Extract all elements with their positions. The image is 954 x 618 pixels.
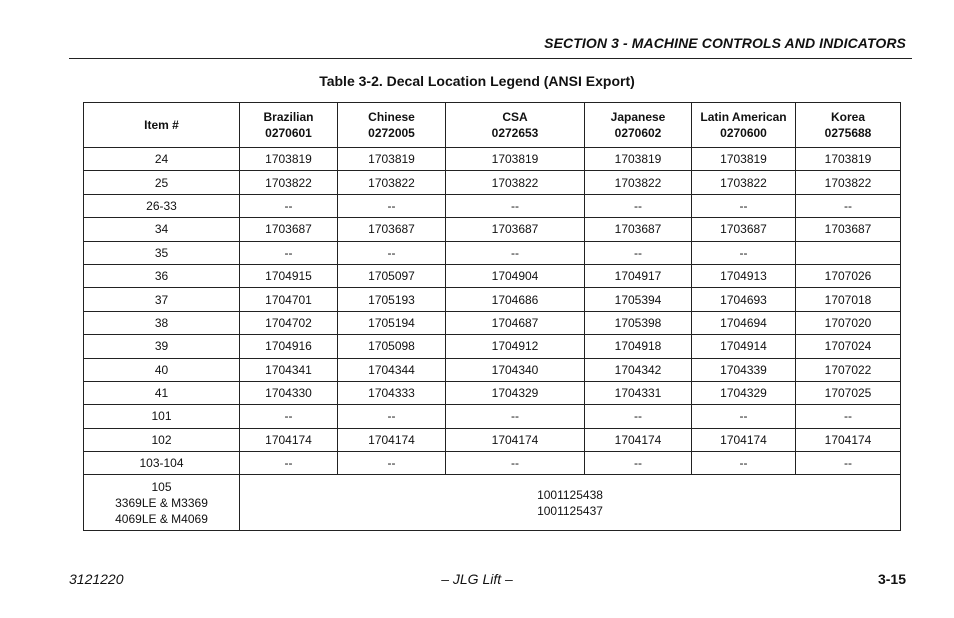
table-cell-merged-values: 1001125438 1001125437 bbox=[240, 475, 901, 531]
table-cell-latin-american: 1704694 bbox=[692, 311, 796, 334]
table-cell-chinese: 1703819 bbox=[338, 148, 446, 171]
table-cell-japanese: 1703819 bbox=[585, 148, 692, 171]
table-cell-chinese: 1705193 bbox=[338, 288, 446, 311]
table-cell-csa: 1703822 bbox=[446, 171, 585, 194]
table-cell-japanese: 1704917 bbox=[585, 264, 692, 287]
table-cell-korea bbox=[796, 241, 901, 264]
table-cell-brazilian: 1703819 bbox=[240, 148, 338, 171]
table-cell-japanese: -- bbox=[585, 241, 692, 264]
table-cell-chinese: -- bbox=[338, 452, 446, 475]
column-header-brazilian: Brazilian 0270601 bbox=[240, 103, 338, 148]
table-cell-brazilian: 1704916 bbox=[240, 335, 338, 358]
table-cell-csa: 1704329 bbox=[446, 381, 585, 404]
table-cell-japanese: 1704174 bbox=[585, 428, 692, 451]
table-cell-japanese: 1704918 bbox=[585, 335, 692, 358]
table-row bbox=[84, 381, 901, 404]
table-cell-latin-american: 1703822 bbox=[692, 171, 796, 194]
table-cell-korea: 1703687 bbox=[796, 218, 901, 241]
table-cell-csa: 1704912 bbox=[446, 335, 585, 358]
table-cell-japanese: 1704342 bbox=[585, 358, 692, 381]
table-cell-latin-american: 1704914 bbox=[692, 335, 796, 358]
table-cell-japanese: -- bbox=[585, 194, 692, 217]
table-row bbox=[84, 264, 901, 287]
table-cell-latin-american: 1704339 bbox=[692, 358, 796, 381]
table-cell-japanese: 1704331 bbox=[585, 381, 692, 404]
table-cell-item: 25 bbox=[84, 171, 240, 194]
table-cell-chinese: 1704344 bbox=[338, 358, 446, 381]
table-cell-brazilian: -- bbox=[240, 194, 338, 217]
table-cell-korea: 1707026 bbox=[796, 264, 901, 287]
header-rule bbox=[69, 58, 912, 59]
table-cell-korea: -- bbox=[796, 194, 901, 217]
footer-publisher: – JLG Lift – bbox=[441, 571, 513, 587]
table-cell-brazilian: 1703687 bbox=[240, 218, 338, 241]
table-cell-csa: 1704687 bbox=[446, 311, 585, 334]
table-cell-brazilian: 1704341 bbox=[240, 358, 338, 381]
table-cell-brazilian: 1704174 bbox=[240, 428, 338, 451]
column-header-latin-american: Latin American 0270600 bbox=[692, 103, 796, 148]
table-cell-csa: -- bbox=[446, 241, 585, 264]
table-row bbox=[84, 241, 901, 264]
table-cell-item: 24 bbox=[84, 148, 240, 171]
table-cell-korea: 1703819 bbox=[796, 148, 901, 171]
table-cell-korea: -- bbox=[796, 452, 901, 475]
column-header-chinese: Chinese 0272005 bbox=[338, 103, 446, 148]
table-cell-latin-american: 1704913 bbox=[692, 264, 796, 287]
table-cell-chinese: 1704333 bbox=[338, 381, 446, 404]
table-cell-latin-american: 1704329 bbox=[692, 381, 796, 404]
table-row bbox=[84, 288, 901, 311]
table-cell-korea: 1703822 bbox=[796, 171, 901, 194]
table-cell-brazilian: 1704701 bbox=[240, 288, 338, 311]
table-cell-latin-american: 1704174 bbox=[692, 428, 796, 451]
table-row bbox=[84, 171, 901, 194]
column-header-japanese: Japanese 0270602 bbox=[585, 103, 692, 148]
table-cell-csa: 1704686 bbox=[446, 288, 585, 311]
table-cell-brazilian: 1704915 bbox=[240, 264, 338, 287]
table-cell-csa: -- bbox=[446, 452, 585, 475]
document-number: 3121220 bbox=[69, 571, 124, 587]
table-header-row bbox=[84, 103, 901, 148]
table-cell-brazilian: 1703822 bbox=[240, 171, 338, 194]
table-cell-csa: -- bbox=[446, 405, 585, 428]
decal-legend-table bbox=[83, 102, 901, 531]
table-cell-item: 36 bbox=[84, 264, 240, 287]
table-cell-item: 26-33 bbox=[84, 194, 240, 217]
table-cell-item: 102 bbox=[84, 428, 240, 451]
table-row-105 bbox=[84, 475, 901, 531]
table-cell-chinese: -- bbox=[338, 241, 446, 264]
table-cell-brazilian: -- bbox=[240, 452, 338, 475]
page-number: 3-15 bbox=[877, 571, 906, 587]
table-row bbox=[84, 428, 901, 451]
table-cell-brazilian: -- bbox=[240, 405, 338, 428]
table-cell-japanese: 1705394 bbox=[585, 288, 692, 311]
table-cell-korea: 1707020 bbox=[796, 311, 901, 334]
table-cell-item: 40 bbox=[84, 358, 240, 381]
table-cell-csa: 1704340 bbox=[446, 358, 585, 381]
column-header-item: Item # bbox=[84, 103, 240, 148]
table-row bbox=[84, 311, 901, 334]
table-cell-korea: 1707018 bbox=[796, 288, 901, 311]
table-cell-japanese: -- bbox=[585, 405, 692, 428]
table-row bbox=[84, 405, 901, 428]
table-cell-latin-american: -- bbox=[692, 452, 796, 475]
table-cell-chinese: 1703687 bbox=[338, 218, 446, 241]
table-cell-korea: -- bbox=[796, 405, 901, 428]
table-row bbox=[84, 218, 901, 241]
table-cell-japanese: 1703687 bbox=[585, 218, 692, 241]
table-cell-latin-american: 1704693 bbox=[692, 288, 796, 311]
table-cell-chinese: 1705098 bbox=[338, 335, 446, 358]
table-cell-japanese: -- bbox=[585, 452, 692, 475]
table-cell-item: 101 bbox=[84, 405, 240, 428]
table-cell-chinese: 1703822 bbox=[338, 171, 446, 194]
section-title: SECTION 3 - MACHINE CONTROLS AND INDICATORS bbox=[544, 35, 906, 51]
table-cell-japanese: 1703822 bbox=[585, 171, 692, 194]
table-cell-brazilian: 1704702 bbox=[240, 311, 338, 334]
column-header-csa: CSA 0272653 bbox=[446, 103, 585, 148]
table-cell-brazilian: -- bbox=[240, 241, 338, 264]
table-row bbox=[84, 452, 901, 475]
table-cell-chinese: 1705097 bbox=[338, 264, 446, 287]
table-cell-chinese: 1705194 bbox=[338, 311, 446, 334]
table-caption: Table 3-2. Decal Location Legend (ANSI Export) bbox=[319, 73, 635, 89]
table-cell-japanese: 1705398 bbox=[585, 311, 692, 334]
table-cell-item: 35 bbox=[84, 241, 240, 264]
table-row bbox=[84, 358, 901, 381]
table-cell-chinese: 1704174 bbox=[338, 428, 446, 451]
table-cell-item: 39 bbox=[84, 335, 240, 358]
table-cell-chinese: -- bbox=[338, 405, 446, 428]
table-cell-csa: -- bbox=[446, 194, 585, 217]
table-cell-csa: 1703687 bbox=[446, 218, 585, 241]
table-cell-korea: 1707025 bbox=[796, 381, 901, 404]
table-cell-item: 37 bbox=[84, 288, 240, 311]
table-cell-korea: 1707024 bbox=[796, 335, 901, 358]
table-cell-chinese: -- bbox=[338, 194, 446, 217]
table-cell-item: 41 bbox=[84, 381, 240, 404]
table-cell-latin-american: 1703819 bbox=[692, 148, 796, 171]
table-cell-csa: 1704174 bbox=[446, 428, 585, 451]
table-cell-korea: 1707022 bbox=[796, 358, 901, 381]
table-cell-latin-american: -- bbox=[692, 194, 796, 217]
table-cell-item: 34 bbox=[84, 218, 240, 241]
table-row bbox=[84, 194, 901, 217]
table-cell-brazilian: 1704330 bbox=[240, 381, 338, 404]
table-cell-csa: 1704904 bbox=[446, 264, 585, 287]
table-cell-item: 38 bbox=[84, 311, 240, 334]
table-row bbox=[84, 148, 901, 171]
table-cell-item: 103-104 bbox=[84, 452, 240, 475]
table-cell-item: 105 3369LE & M3369 4069LE & M4069 bbox=[84, 475, 240, 531]
table-cell-latin-american: 1703687 bbox=[692, 218, 796, 241]
table-cell-korea: 1704174 bbox=[796, 428, 901, 451]
table-cell-latin-american: -- bbox=[692, 241, 796, 264]
table-cell-latin-american: -- bbox=[692, 405, 796, 428]
table-row bbox=[84, 335, 901, 358]
table-cell-csa: 1703819 bbox=[446, 148, 585, 171]
column-header-korea: Korea 0275688 bbox=[796, 103, 901, 148]
